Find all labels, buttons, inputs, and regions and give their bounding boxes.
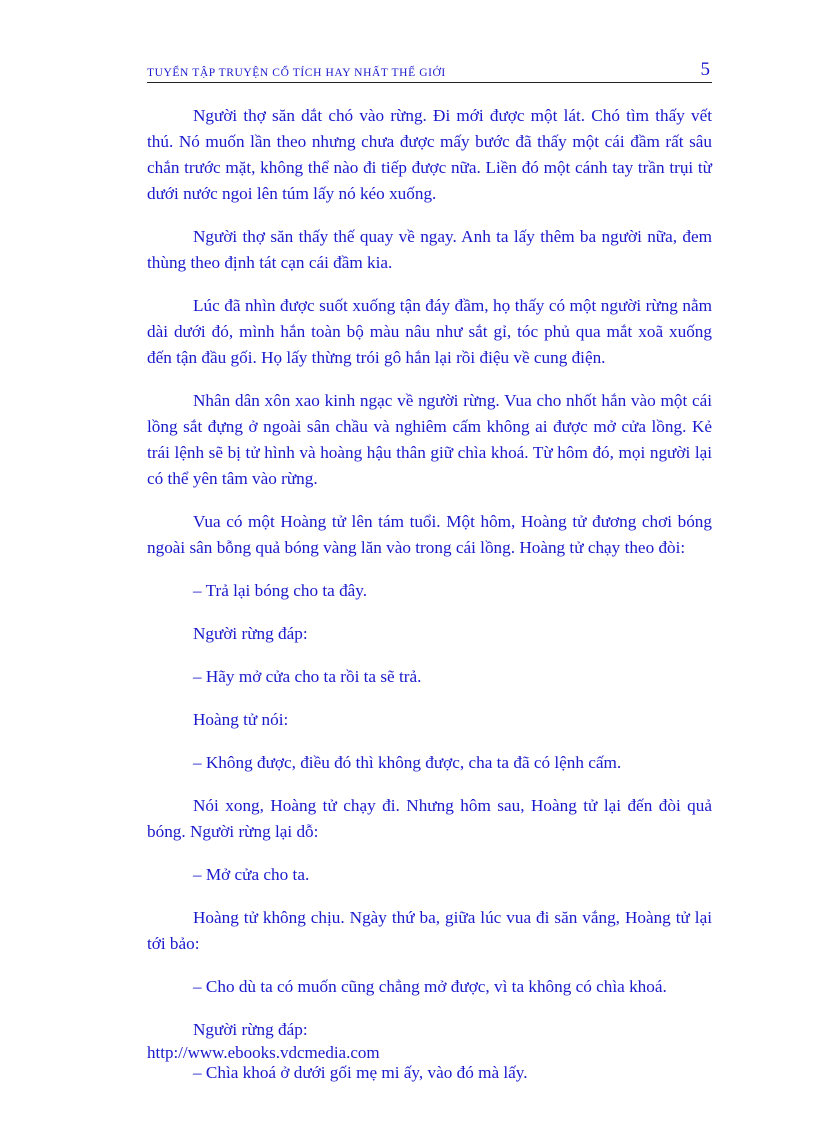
dialog-line: – Không được, điều đó thì không được, cha ta đã có lệnh cấm. bbox=[193, 753, 622, 772]
dialog-line: Người rừng đáp: bbox=[193, 624, 308, 643]
book-title: TUYỂN TẬP TRUYỆN CỔ TÍCH HAY NHẤT THẾ GIỚI bbox=[147, 67, 446, 79]
dialog-line: Hoàng tử nói: bbox=[193, 710, 289, 729]
page-number: 5 bbox=[700, 59, 710, 80]
footer-url-link[interactable]: http://www.ebooks.vdcmedia.com bbox=[147, 1043, 380, 1062]
paragraph: Nói xong, Hoàng tử chạy đi. Nhưng hôm sau, Hoàng tử lại đến đòi quả bóng. Người rừng lại dỗ: bbox=[147, 796, 712, 841]
dialog-line: – Mở cửa cho ta. bbox=[193, 865, 310, 884]
paragraph: Nhân dân xôn xao kinh ngạc về người rừng. Vua cho nhốt hắn vào một cái lồng sắt đựng ở ngoài sân chầu và nghiêm cấm không ai được mở cửa lồng. Kẻ trái lệnh sẽ bị tử hình và hoàng hậu thân giữ chìa khoá. Từ hôm đó, mọi người lại có thể yên tâm vào rừng. bbox=[147, 391, 712, 488]
paragraph: Lúc đã nhìn được suốt xuống tận đáy đầm, họ thấy có một người rừng nằm dài dưới đó, mình hắn toàn bộ màu nâu như sắt gỉ, tóc phủ qua mắt xoã xuống đến tận đầu gối. Họ lấy thừng trói gô hắn lại rồi điệu về cung điện. bbox=[147, 296, 712, 367]
page-body bbox=[147, 103, 712, 1103]
paragraph: Người thợ săn dắt chó vào rừng. Đi mới được một lát. Chó tìm thấy vết thú. Nó muốn lần theo nhưng chưa được mấy bước đã thấy một cái đầm rất sâu chắn trước mặt, không thể nào đi tiếp được nữa. Liền đó một cánh tay trần trụi từ dưới nước ngoi lên túm lấy nó kéo xuống. bbox=[147, 106, 712, 203]
paragraph: Người thợ săn thấy thế quay về ngay. Anh ta lấy thêm ba người nữa, đem thùng theo định tát cạn cái đầm kia. bbox=[147, 227, 712, 272]
dialog-line: – Hãy mở cửa cho ta rồi ta sẽ trả. bbox=[193, 667, 422, 686]
dialog-line: – Cho dù ta có muốn cũng chẳng mở được, vì ta không có chìa khoá. bbox=[193, 977, 667, 996]
dialog-line: Người rừng đáp: bbox=[193, 1020, 308, 1039]
paragraph: Vua có một Hoàng tử lên tám tuổi. Một hôm, Hoàng tử đương chơi bóng ngoài sân bỗng quả bóng vàng lăn vào trong cái lồng. Hoàng tử chạy theo đòi: bbox=[147, 512, 712, 557]
paragraph: Hoàng tử không chịu. Ngày thứ ba, giữa lúc vua đi săn vắng, Hoàng tử lại tới bảo: bbox=[147, 908, 712, 953]
dialog-line: – Trả lại bóng cho ta đây. bbox=[193, 581, 368, 600]
page-header bbox=[147, 58, 712, 83]
dialog-line: – Chìa khoá ở dưới gối mẹ mi ấy, vào đó mà lấy. bbox=[193, 1063, 528, 1082]
